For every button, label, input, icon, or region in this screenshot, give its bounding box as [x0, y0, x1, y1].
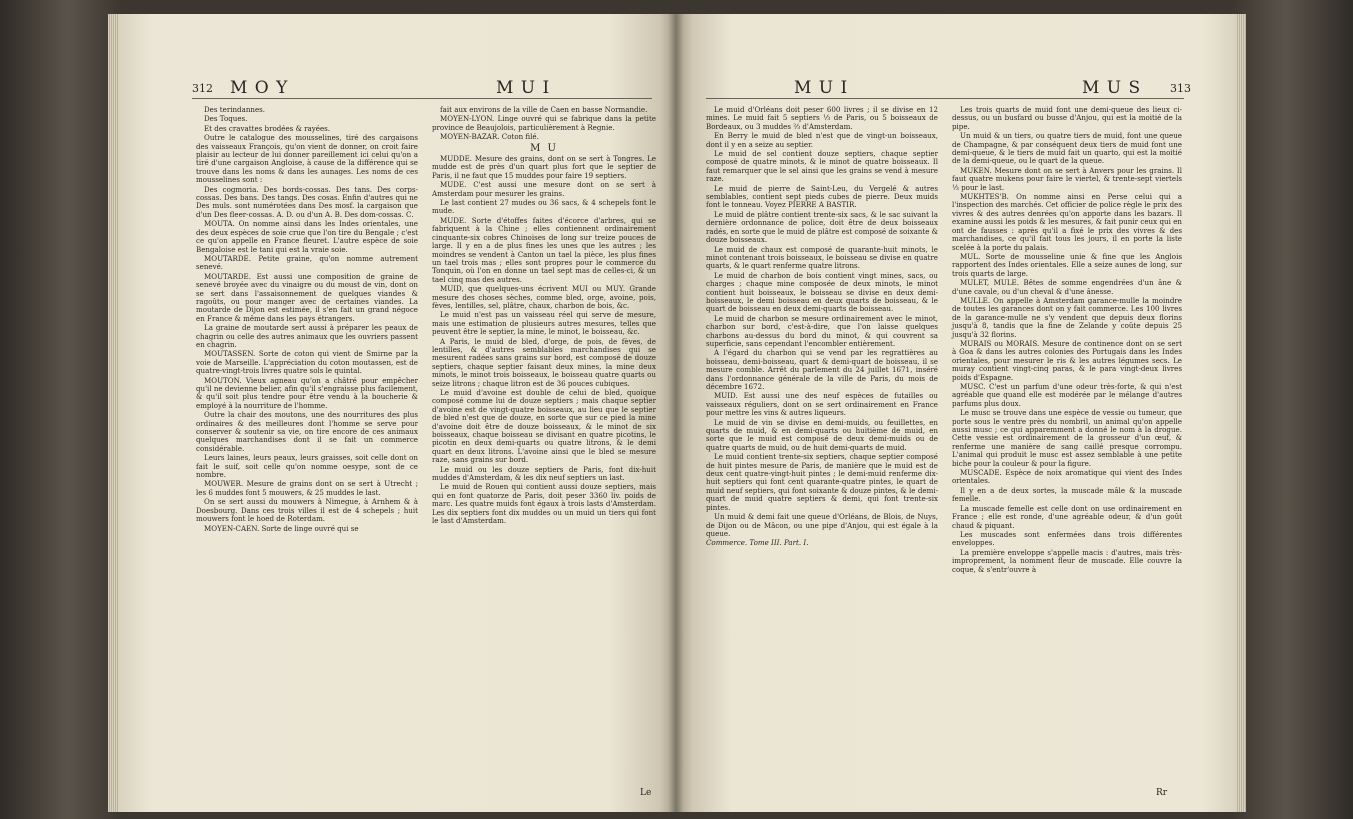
- paragraph: Des terindannes.: [204, 105, 266, 114]
- paragraph: Outre le catalogue des mousselines, tiré des cargaisons des vaisseaux François, qu'on vient de donner, on croit faire plaisir au lecteur de lui donner pareillement ici celui qu'on a tiré d'une cargaison Angloise, à cause de la différence qui se trouve dans les noms & dans les aunages. Les noms de ces mousselines sont :: [196, 133, 418, 185]
- paragraph: La première enveloppe s'appelle macis : d'autres, mais très-improprement, la nomment fleur de muscade. Elle couvre la coque, & s'entr'ouvre à: [952, 547, 1182, 574]
- right-signature: Rr: [1156, 788, 1168, 798]
- paragraph: Le muid n'est pas un vaisseau réel qui serve de mesure, mais une estimation de plusieurs autres mesures, telles que peuvent être le septier, la mine, le minot, le boisseau, &c.: [432, 310, 656, 337]
- paragraph: MURAIS ou MORAIS. Mesure de continence dont on se sert à Goa & dans les autres colonies des Portugais dans les Indes orientales, pour mesurer le ris & les autres légumes secs. Le muray contient vingt-cinq paras, & le para vingt-deux livres poids d'Espagne.: [952, 338, 1182, 382]
- paragraph: fait aux environs de la ville de Caen en basse Normandie.: [440, 105, 648, 114]
- paragraph: Leurs laines, leurs peaux, leurs graisses, soit celle dont on fait le suif, soit celle qu'on nomme oesype, sont de ce nombre.: [196, 453, 418, 480]
- paragraph: Le muid de pierre de Saint-Leu, du Vergelé & autres semblables, contient sept pieds cubes de pierre. Deux muids font le tonneau. Voyez PIERRE A BASTIR.: [706, 183, 938, 210]
- paragraph: MUDDE. Mesure des grains, dont on se sert à Tongres. Le mudde est de près d'un quart plus fort que le septier de Paris, il ne faut que 15 muddes pour faire 19 septiers.: [432, 154, 656, 180]
- paragraph: Un muid & demi fait une queue d'Orléans, de Blois, de Nuys, de Dijon ou de Mâcon, ou une pipe d'Anjou, qui est égale à la queue.: [706, 512, 938, 538]
- paragraph: Les muscades sont enfermées dans trois différentes enveloppes.: [952, 529, 1182, 548]
- paragraph: MUID. Est aussi une des neuf espèces de futailles ou vaisseaux réguliers, dont on se sert ordinairement en France pour mettre les vins & autres liqueurs.: [706, 391, 938, 418]
- left-running-head-left: M O Y: [230, 78, 289, 98]
- left-head-rule: [192, 98, 652, 99]
- left-column-2: [432, 106, 656, 527]
- paragraph: MULET, MULE. Bêtes de somme engendrées d'un âne & d'une cavale, ou d'un cheval & d'une ânesse.: [952, 278, 1182, 296]
- right-head-rule: [706, 98, 1184, 99]
- paragraph: Le muid contient trente-six septiers, chaque septier composé de huit pintes mesure de Paris, de manière que le muid est de deux cent quatre-vingt-huit pintes ; le demi-muid renferme dix-huit septiers qui font cent quarante-quatre pintes, le quart de muid neuf septiers, qui font soixante & douze pintes, & le demi-quart de muid quatre septiers & demi, qui font trente-six pintes.: [706, 452, 938, 512]
- paragraph: Le muid d'Orléans doit peser 600 livres ; il se divise en 12 mines. Le muid fait 5 septiers ⅓ de Paris, ou 5 boisseaux de Bordeaux, ou 3 muddes ⅔ d'Amsterdam.: [706, 105, 938, 131]
- paragraph: Le last contient 27 mudes ou 36 sacs, & 4 schepels font le mude.: [432, 198, 656, 216]
- left-folio: 312: [192, 82, 213, 95]
- paragraph: A Paris, le muid de bled, d'orge, de pois, de fèves, de lentilles, & d'autres semblables marchandises qui se mesurent radées sans grains sur bord, est composé de douze septiers, chaque septier faisant deux mines, la mine deux minots, le minot trois boisseaux, le boisseau quatre quarts ou seize litrons ; chaque litron est de 36 pouces cubiques.: [432, 336, 656, 388]
- right-column-2: [952, 106, 1182, 575]
- paragraph: MOUTARDE. Petite graine, qu'on nomme autrement senevé.: [196, 253, 418, 272]
- paragraph: MUSC. C'est un parfum d'une odeur très-forte, & qui n'est agréable que quand elle est modérée par le mélange d'autres parfums plus doux.: [952, 382, 1182, 408]
- paragraph: Outre la chair des moutons, une des nourritures des plus ordinaires & des meilleures dont l'homme se serve pour conserver & soutenir sa vie, on tire encore de ces animaux quelques marchandises dont il se fait un commerce considérable.: [196, 410, 418, 453]
- paragraph: MUDE. Sorte d'étoffes faites d'écorce d'arbres, qui se fabriquent à la Chine ; elles contiennent ordinairement cinquante-six cobres Chinoises de long sur treize pouces de large. Il y en a de plus fines les unes que les autres ; les moindres se vendent à Canton un tael la pièce, les plus fines un tael trois mas ; elles sont propres pour le commerce du Tonquin, où l'on en donne un tael sept mas de celles-ci, & un tael cinq mas des autres.: [432, 215, 656, 284]
- paragraph: Le muid ou les douze septiers de Paris, font dix-huit muddes d'Amsterdam, & les dix neuf septiers un last.: [432, 464, 656, 483]
- paragraph: MOYEN-LYON. Linge ouvré qui se fabrique dans la petite province de Beaujolois, particulièrement à Regnie.: [432, 114, 656, 132]
- paragraph: MUL. Sorte de mousseline unie & fine que les Anglois rapportent des Indes orientales. Elle a seize aunes de long, sur trois quarts de large.: [952, 251, 1182, 278]
- book-gutter: [668, 14, 684, 812]
- right-running-head-left: M U I: [794, 78, 849, 98]
- left-running-head-right: M U I: [496, 78, 551, 98]
- paragraph: La muscade femelle est celle dont on use ordinairement en France ; elle est ronde, d'une agréable odeur, & d'un goût chaud & piquant.: [952, 503, 1182, 530]
- paragraph: MOYEN-BAZAR. Coton filé.: [440, 132, 539, 142]
- left-catchword: Le: [640, 788, 652, 798]
- right-column-1: [706, 106, 938, 549]
- paragraph: MUKHTES'B. On nomme ainsi en Perse celui qui a l'inspection des marchés. Cet officier de police règle le prix des vivres & des autres denrées qu'on apporte dans les bazars. Il examine aussi les poids & les mesures, & fait punir ceux qui en ont de fausses : après qu'il a fixé le prix des vivres & des marchandises, ce qu'il fait tous les jours, il en porte la liste scelée à la porte du palais.: [952, 192, 1182, 252]
- right-folio: 313: [1170, 82, 1191, 95]
- paragraph: M U: [530, 142, 558, 154]
- paragraph: Des Toques.: [204, 114, 248, 124]
- paragraph: En Berry le muid de bled n'est que de vingt-un boisseaux, dont il y en a seize au septier.: [706, 131, 938, 149]
- paragraph: Des cogmoria. Des bords-cossas. Des tans. Des corps-cossas. Des bans. Des tangs. Des cosas. Enfin d'autres qui ne Des muls. sont numérotées dans Des mosf. la cargaison que d'un Des fleer-cossas. A. D. ou d'un A. B. Des dom-cossas. C.: [196, 184, 418, 219]
- paragraph: Le muid de plâtre contient trente-six sacs, & le sac suivant la dernière ordonnance de police, doit être de deux boisseaux radés, en sorte que le muid de plâtre est composé de soixante & douze boisseaux.: [706, 209, 938, 245]
- paragraph: A l'égard du charbon qui se vend par les regrattières au boisseau, demi-boisseau, quart & demi-quart de boisseau, il se mesure comble. Arrêt du parlement du 24 juillet 1671, inséré dans l'ordonnance générale de la ville de Paris, du mois de décembre 1672.: [706, 348, 938, 391]
- paragraph: La graine de moutarde sert aussi à préparer les peaux de chagrin ou celle des autres animaux que les ouvriers passent en chagrin.: [196, 323, 418, 349]
- right-running-head-right: M U S: [1082, 78, 1142, 98]
- paragraph: Le muid de Rouen qui contient aussi douze septiers, mais qui en font quatorze de Paris, doit peser 3360 liv. poids de marc. Les quatre muids font égaux à trois lasts d'Amsterdam. Les dix septiers font dix muddes ou un muid un tiers qui font le last d'Amsterdam.: [432, 482, 656, 526]
- paragraph: On se sert aussi du mouwers à Nimegue, à Arnhem & à Doesbourg. Dans ces trois villes il est de 4 schepels ; huit mouwers font le hoed de Roterdam.: [196, 497, 418, 524]
- paragraph: MOUTASSEN. Sorte de coton qui vient de Smirne par la voie de Marseille. L'appréciation du coton moutassen, est de quatre-vingt-trois livres quatre sols le quintal.: [196, 349, 418, 376]
- page-edges-left: [108, 14, 118, 812]
- right-page: [676, 14, 1236, 812]
- paragraph: Et des cravattes brodées & rayées.: [204, 123, 331, 133]
- paragraph: Le muid de chaux est composé de quarante-huit minots, le minot contenant trois boisseaux, le boisseau se divise en quatre quarts, & le quart renferme quatre litrons.: [706, 244, 938, 271]
- paragraph: MOYEN-CAEN. Sorte de linge ouvré qui se: [204, 523, 359, 533]
- paragraph: Commerce. Tome III. Part. I.: [706, 538, 809, 548]
- page-edges-right: [1236, 14, 1246, 812]
- paragraph: Le muid de charbon de bois contient vingt mines, sacs, ou charges ; chaque mine composée de deux minots, le minot contient huit boisseaux, le boisseau se divise en deux demi-boisseaux, le demi boisseau en deux quarts de boisseau, & le quart de boisseau en deux demi-quarts de boisseau.: [706, 270, 938, 314]
- paragraph: MUDE. C'est aussi une mesure dont on se sert à Amsterdam pour mesurer les grains.: [432, 180, 656, 198]
- paragraph: Le muid de sel contient douze septiers, chaque septier composé de quatre minots, & le minot de quatre boisseaux. Il faut remarquer que le sel ainsi que les grains se vend à mesure raze.: [706, 149, 938, 184]
- paragraph: Le muid de vin se divise en demi-muids, ou feuillettes, en quarts de muid, & en demi-quarts ou huitième de muid, en sorte que le muid est composé de deux demi-muids ou de quatre quarts de muid, ou de huit demi-quarts de muid.: [706, 417, 938, 452]
- paragraph: Les trois quarts de muid font une demi-queue des lieux ci-dessus, ou un busfard ou busse d'Anjou, qui est la moitié de la pipe.: [952, 105, 1182, 131]
- paragraph: MUID, que quelques-uns écrivent MUI ou MUY. Grande mesure des choses sèches, comme bled, orge, avoine, pois, fèves, lentilles, sel, plâtre, chaux, charbon de bois, &c.: [432, 284, 656, 310]
- left-page: [118, 14, 676, 812]
- paragraph: Un muid & un tiers, ou quatre tiers de muid, font une queue de Champagne, & par conséquent deux tiers de muid font une demi-queue, & le tiers de muid fait un quarto, qui est la moitié de la demi-queue, ou le quart de la queue.: [952, 131, 1182, 166]
- paragraph: Il y en a de deux sortes, la muscade mâle & la muscade femelle.: [952, 485, 1182, 504]
- paragraph: MOUTA. On nomme ainsi dans les Indes orientales, une des deux espèces de soie crue que l'on tire du Bengale ; c'est ce qu'on appelle en France fleuret. L'autre espèce de soie Bengaloise est le tani qui est la vraie soie.: [196, 219, 418, 254]
- paragraph: MUKEN. Mesure dont on se sert à Anvers pour les grains. Il faut quatre mukens pour faire le viertel, & trente-sept viertels ⅓ pour le last.: [952, 165, 1182, 192]
- paragraph: Le musc se trouve dans une espèce de vessie ou tumeur, que porte sous le ventre près du nombril, un animal qu'on appelle aussi musc ; ce qui apparemment a donné le nom à la drogue. Cette vessie est ordinairement de la grosseur d'un œuf, & renferme une manière de sang caillé presque corrompu. L'animal qui produit le musc est assez semblable à une petite biche pour la couleur & pour la figure.: [952, 408, 1182, 468]
- paragraph: MUSCADE. Espèce de noix aromatique qui vient des Indes orientales.: [952, 468, 1182, 486]
- left-column-1: [196, 106, 418, 534]
- paragraph: Le muid d'avoine est double de celui de bled, quoique composé comme lui de douze septiers ; mais chaque septier d'avoine est de vingt-quatre boisseaux, au lieu que le septier de bled n'est que de douze, en sorte que sur ce pied la mine d'avoine doit être de douze boisseaux, & le minot de six boisseaux, chaque boisseau se divisant en quatre picotins, le picotin en deux demi-quarts ou quatre litrons, & le demi quart en deux litrons. L'avoine ainsi que le bled se mesure raze, sans grains sur bord.: [432, 388, 656, 465]
- paragraph: MOUWER. Mesure de grains dont on se sert à Utrecht ; les 6 muddes font 5 mouwers, & 25 muddes le last.: [196, 479, 418, 497]
- paragraph: MULLE. On appelle à Amsterdam garance-mulle la moindre de toutes les garances dont on y fait commerce. Les 100 livres de la garance-mulle ne s'y vendent que depuis deux florins jusqu'à 8, tandis que la fine de Zelande y coûte depuis 25 jusqu'à 32 florins.: [952, 295, 1182, 339]
- paragraph: MOUTON. Vieux agneau qu'on a châtré pour empêcher qu'il ne devienne belier, afin qu'il s'engraisse plus facilement, & qu'il soit plus tendre pour être vendu à la boucherie & employé à la nourriture de l'homme.: [196, 375, 418, 410]
- paragraph: Le muid de charbon se mesure ordinairement avec le minot, charbon sur bord, c'est-à-dire, que l'on laisse quelques charbons au-dessus du bord du minot, & qui couvrent sa superficie, sans cependant l'encombler entièrement.: [706, 313, 938, 348]
- paragraph: MOUTARDE. Est aussi une composition de graine de senevé broyée avec du vinaigre ou du moust de vin, dont on se sert dans l'assaisonnement de quelques viandes & ragoûts, ou pour manger avec de certaines viandes. La moutarde de Dijon est estimée, il s'en fait un grand négoce en France & même dans les pays étrangers.: [196, 271, 418, 323]
